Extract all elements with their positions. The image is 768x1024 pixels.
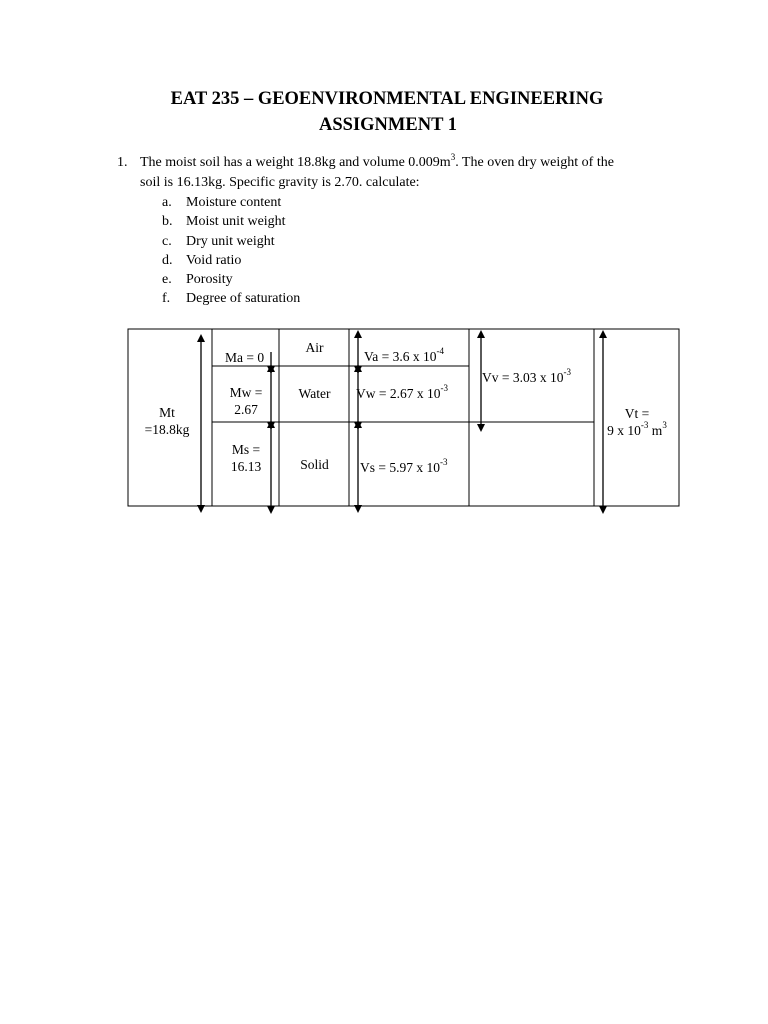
ma-label: Ma = 0	[225, 350, 265, 365]
mw-label	[222, 385, 270, 419]
vt-unit: m	[648, 422, 663, 438]
ms-label-line-2: 16.13	[230, 458, 262, 474]
mt-label	[136, 405, 198, 439]
sub-question-letter: c.	[162, 234, 172, 249]
course-title: EAT 235 – GEOENVIRONMENTAL ENGINEERING	[170, 89, 604, 109]
sub-question-letter: e.	[162, 272, 172, 287]
vs-base: Vs = 5.97 x 10	[360, 460, 440, 475]
vw-exponent: -3	[440, 383, 448, 393]
sub-question-letter: a.	[162, 195, 172, 210]
ms-label-line-1: Ms =	[231, 442, 261, 457]
mw-label-line-1: Mw =	[229, 385, 263, 400]
sub-question-letter: b.	[162, 214, 173, 229]
vt-base: 9 x 10	[607, 422, 641, 438]
vv-label	[482, 367, 571, 387]
phase-solid-label: Solid	[300, 457, 329, 472]
vv-exponent: -3	[563, 367, 571, 377]
question-number: 1.	[117, 155, 128, 170]
sub-question-text: Dry unit weight	[186, 234, 275, 249]
vw-base: Vw = 2.67 x 10	[356, 386, 441, 401]
vs-exponent: -3	[440, 457, 448, 467]
vt-label-line-2	[597, 419, 677, 440]
sub-question-text: Porosity	[186, 272, 233, 287]
ms-label	[222, 442, 270, 476]
mt-label-line-2: =18.8kg	[144, 421, 190, 437]
vt-unit-exponent: 3	[662, 419, 667, 430]
va-base: Va = 3.6 x 10	[364, 349, 437, 364]
volume-unit-exponent: 3	[450, 152, 456, 162]
vs-label	[360, 457, 448, 477]
sub-question-text: Degree of saturation	[186, 291, 301, 306]
sub-question-letter: d.	[162, 253, 173, 268]
question-line-1-tail: . The oven dry weight of the	[455, 155, 614, 170]
sub-question-letter: f.	[162, 291, 171, 306]
sub-question-text: Moist unit weight	[186, 214, 286, 229]
sub-question-text: Moisture content	[186, 195, 282, 210]
vv-base: Vv = 3.03 x 10	[482, 370, 564, 385]
va-exponent: -4	[436, 346, 444, 356]
question-line-2: soil is 16.13kg. Specific gravity is 2.70. calculate:	[140, 175, 420, 190]
vt-label	[597, 406, 677, 440]
phase-air-label: Air	[305, 340, 324, 355]
mw-label-line-2: 2.67	[234, 401, 258, 417]
vt-label-line-1: Vt =	[624, 406, 650, 421]
vw-label	[356, 383, 448, 403]
mt-label-line-1: Mt	[159, 405, 175, 420]
question-line-1-text: The moist soil has a weight 18.8kg and volume 0.009m	[140, 155, 451, 170]
assignment-title: ASSIGNMENT 1	[319, 115, 457, 135]
phase-water-label: Water	[298, 386, 331, 401]
vt-exponent: -3	[640, 419, 649, 430]
sub-question-text: Void ratio	[186, 253, 242, 268]
va-label	[364, 346, 444, 366]
